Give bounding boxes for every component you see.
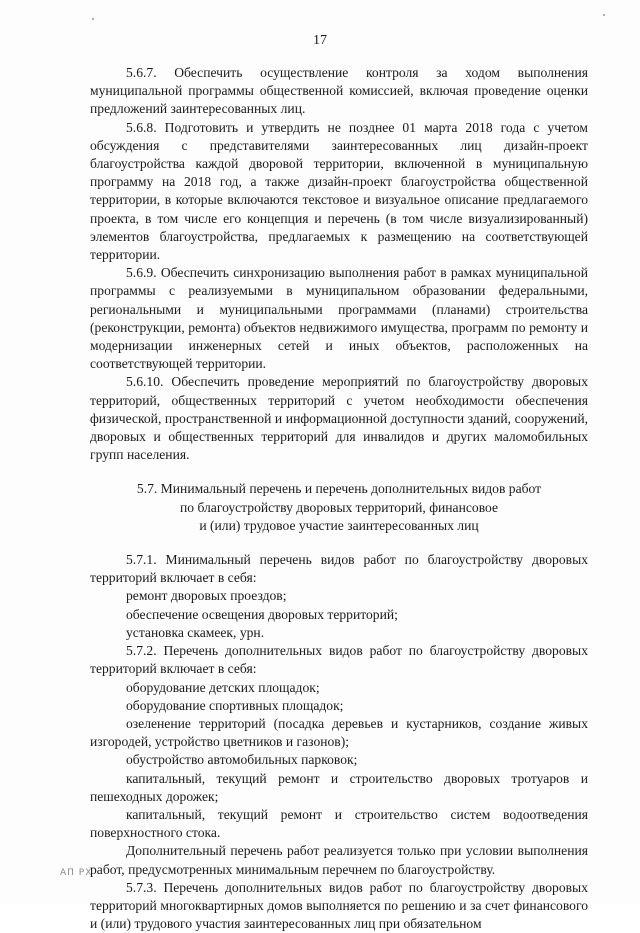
list-item: озеленение территорий (посадка деревьев и кустарников, создание живых изгородей, устройство цветников и газонов); [90,715,588,750]
paragraph-5-7-2: 5.7.2. Перечень дополнительных видов работ по благоустройству дворовых территорий включает в себя: [90,643,588,677]
list-item: оборудование спортивных площадок; [126,697,344,713]
page-number: 17 [313,33,327,48]
paragraph-additional-note: Дополнительный перечень работ реализуется только при условии выполнения работ, предусмотренных минимальным перечнем по благоустройству. [90,843,588,877]
paragraph-5-7-1: 5.7.1. Минимальный перечень видов работ по благоустройству дворовых территорий включает в себя: [90,552,588,586]
paragraph-5-6-8: 5.6.8. Подготовить и утвердить не позднее 01 марта 2018 года с учетом обсуждения с представителями заинтересованных лиц дизайн-проект благоустройства каждой дворовой территории, включенной в муниципальную программу на 2018 год, а также дизайн-проект благоустройства общественной территории, в которые включаются текстовое и визуальное описание предлагаемого проекта, в том числе его концепция и перечень (в том числе визуализированный) элементов благоустройства, предлагаемых к размещению на соответствующей территории. [90,119,588,263]
heading-line: 5.7. Минимальный перечень и перечень дополнительных видов работ [136,481,542,497]
list-item: обеспечение освещения дворовых территорий; [126,606,398,622]
list-item: оборудование детских площадок; [126,679,320,695]
paragraph-5-6-7: 5.6.7. Обеспечить осуществление контроля за ходом выполнения муниципальной программы общественной комиссией, включая проведение оценки предложений заинтересованных лиц. [90,65,588,117]
list-item: обустройство автомобильных парковок; [126,752,358,768]
list-item: установка скамеек, урн. [126,624,265,640]
paragraph-5-6-10: 5.6.10. Обеспечить проведение мероприятий по благоустройству дворовых территорий, общественных территорий с учетом необходимости обеспечения физической, пространственной и информационной доступности зданий, сооружений, дворовых и общественных территорий для инвалидов и других маломобильных групп населения. [90,374,588,463]
section-heading-5-7 [90,480,588,535]
scan-speck [603,14,605,16]
paragraph-5-7-3: 5.7.3. Перечень дополнительных видов работ по благоустройству дворовых территорий многоквартирных домов выполняется по решению и за счет финансового и (или) трудового участия заинтересованных лиц при обязательном [90,879,588,932]
document-body [90,64,588,933]
heading-line: по благоустройству дворовых территорий, финансовое [179,499,499,515]
scan-speck [92,18,94,20]
paragraph-5-6-9: 5.6.9. Обеспечить синхронизацию выполнения работ в рамках муниципальной программы с реализуемыми в муниципальном образовании федеральными, региональными и муниципальными программами (планами) строительства (реконструкции, ремонта) объектов недвижимого имущества, программ по ремонту и модернизации инженерных сетей и иных объектов, расположенных на соответствующей территории. [90,265,588,372]
heading-line: и (или) трудовое участие заинтересованных лиц [199,517,479,533]
list-item: капитальный, текущий ремонт и строительство систем водоотведения поверхностного стока. [90,806,588,841]
footer-stamp: АП РХ [60,868,93,878]
list-item: капитальный, текущий ремонт и строительство дворовых тротуаров и пешеходных дорожек; [90,770,588,804]
list-item: ремонт дворовых проездов; [126,588,287,604]
